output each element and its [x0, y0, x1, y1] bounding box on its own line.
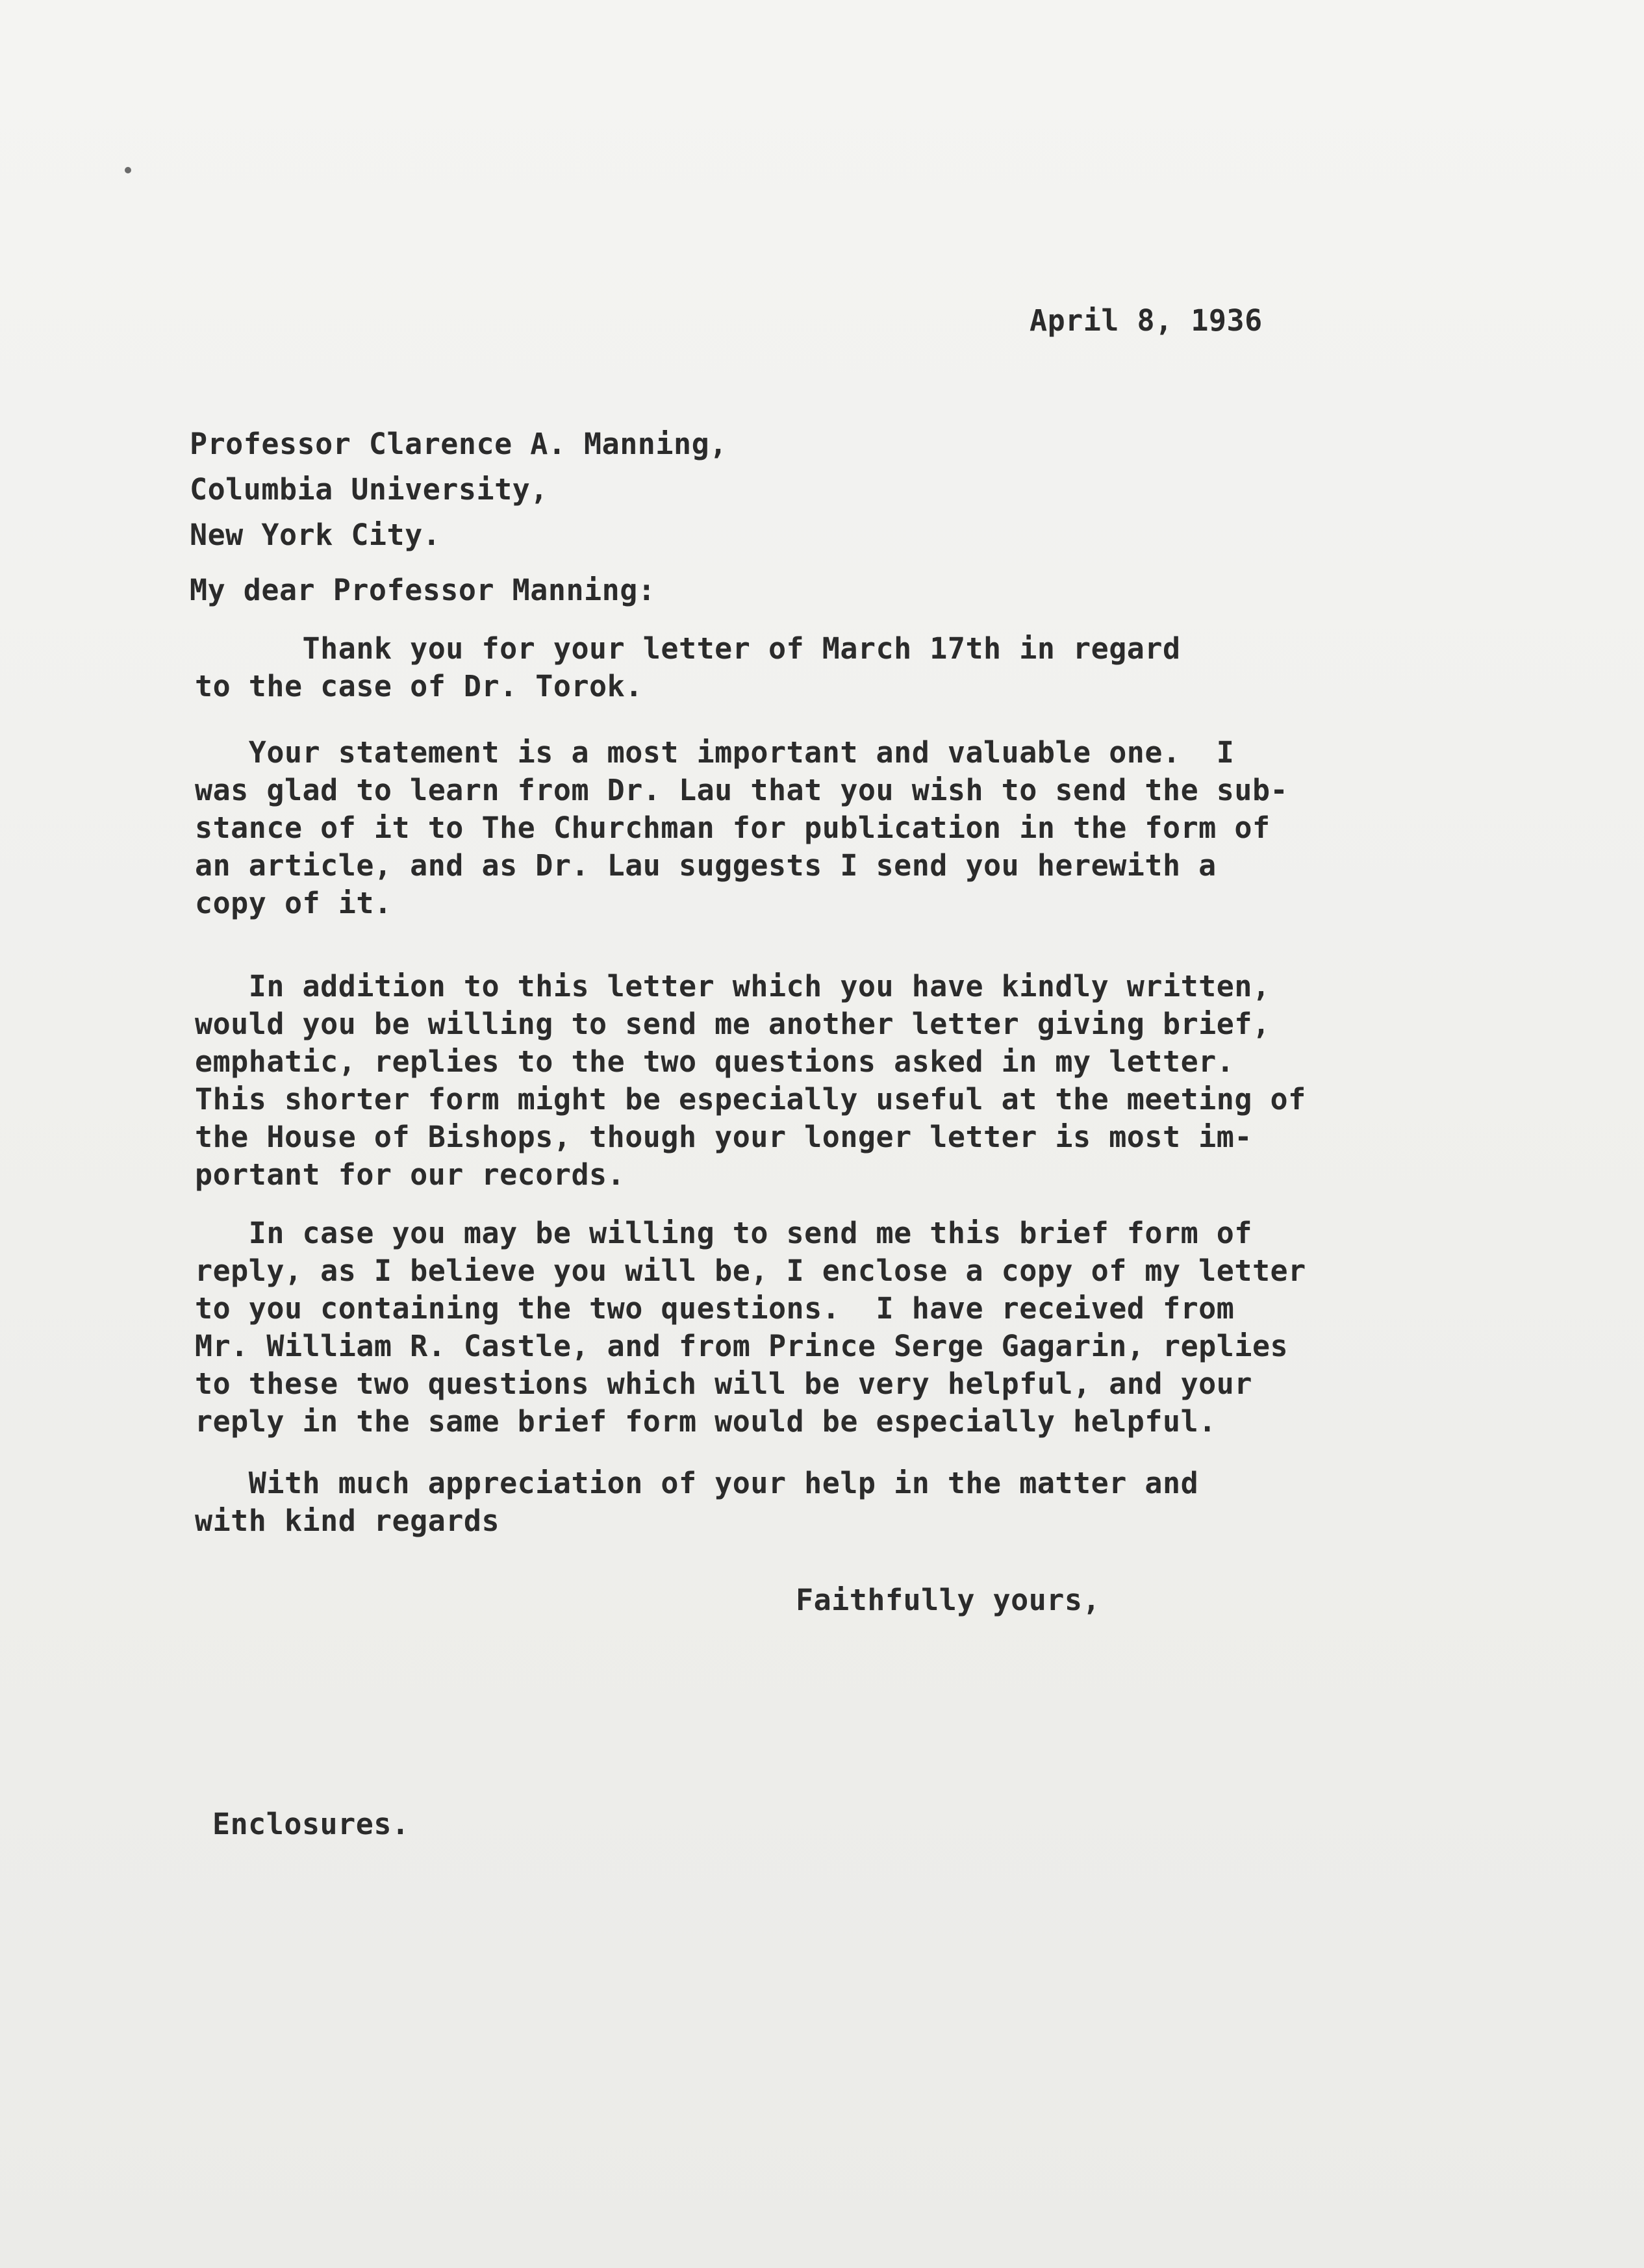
enclosures-note: Enclosures.: [212, 1807, 410, 1841]
paragraph-line: would you be willing to send me another letter giving brief,: [195, 1007, 1271, 1041]
paragraph-line: to these two questions which will be very helpful, and your: [195, 1367, 1252, 1401]
paragraph-line: This shorter form might be especially useful at the meeting of: [195, 1082, 1306, 1116]
paragraph-line: was glad to learn from Dr. Lau that you wish to send the sub-: [195, 773, 1289, 807]
paragraph-line: emphatic, replies to the two questions asked in my letter.: [195, 1044, 1235, 1079]
paper-speck: [125, 167, 131, 173]
paragraph-line: With much appreciation of your help in the matter and: [195, 1466, 1199, 1500]
paragraph-1: [195, 630, 1416, 705]
paragraph-4: [195, 1215, 1416, 1441]
paragraph-line: reply, as I believe you will be, I enclose a copy of my letter: [195, 1254, 1306, 1288]
paragraph-line: portant for our records.: [195, 1157, 626, 1192]
paragraph-line: Your statement is a most important and valuable one. I: [195, 735, 1235, 770]
paragraph-line: In addition to this letter which you have kindly written,: [195, 969, 1271, 1003]
paragraph-line: reply in the same brief form would be especially helpful.: [195, 1404, 1217, 1439]
paragraph-line: stance of it to The Churchman for publication in the form of: [195, 811, 1271, 845]
paragraph-line: with kind regards: [195, 1504, 500, 1538]
salutation: My dear Professor Manning:: [190, 573, 656, 607]
paragraph-3: [195, 968, 1416, 1194]
paragraph-line: to you containing the two questions. I have received from: [195, 1291, 1235, 1326]
paragraph-line: Thank you for your letter of March 17th in regard: [195, 631, 1181, 666]
paragraph-line: to the case of Dr. Torok.: [195, 669, 643, 703]
recipient-institution: Columbia University,: [190, 472, 548, 507]
recipient-name: Professor Clarence A. Manning,: [190, 427, 727, 461]
recipient-city: New York City.: [190, 518, 441, 552]
letter-date: April 8, 1936: [1030, 303, 1263, 338]
paragraph-line: In case you may be willing to send me this brief form of: [195, 1216, 1252, 1250]
paragraph-line: Mr. William R. Castle, and from Prince Serge Gagarin, replies: [195, 1329, 1289, 1363]
complimentary-close: Faithfully yours,: [796, 1583, 1101, 1617]
paragraph-5: [195, 1465, 1416, 1540]
paragraph-line: copy of it.: [195, 886, 392, 920]
paragraph-line: the House of Bishops, though your longer letter is most im-: [195, 1120, 1252, 1154]
paragraph-2: [195, 734, 1416, 922]
paragraph-line: an article, and as Dr. Lau suggests I send you herewith a: [195, 848, 1217, 883]
